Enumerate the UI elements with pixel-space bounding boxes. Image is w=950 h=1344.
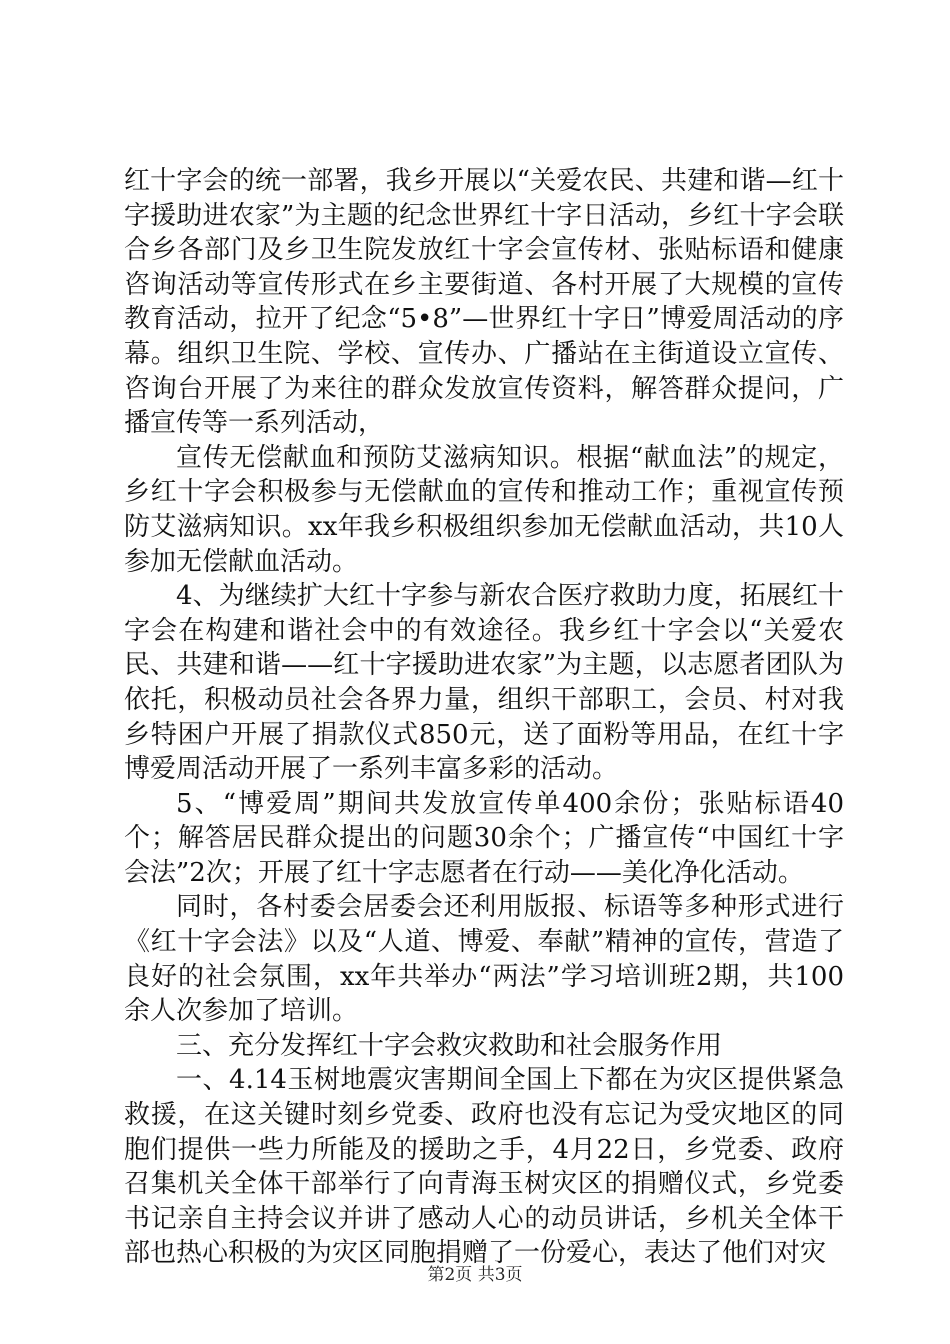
section-heading-three: 三、充分发挥红十字会救灾救助和社会服务作用 [176,1030,723,1061]
page-number-footer: 第2页 共3页 [427,1265,523,1285]
paragraph-activities-intro: 红十字会的统一部署，我乡开展以“关爱农民、共建和谐—红十字援助进农家”为主题的纪念世界红十字日活动，乡红十字会联合乡各部门及乡卫生院发放红十字会宣传材、张贴标语和健康咨询活动等宣传形式在乡主要街道、各村开展了大规模的宣传教育活动，拉开了纪念“5•8”—世界红十字日”博爱周活动的序幕。组织卫生院、学校、宣传办、广播站在主街道设立宣传、咨询台开展了为来往的群众发放宣传资料，解答群众提问，广播宣传等一系列活动， [124,166,844,439]
document-body [124,164,844,1271]
paragraph-village-publicity: 同时，各村委会居委会还利用版报、标语等多种形式进行《红十字会法》以及“人道、博爱、奉献”精神的宣传，营造了良好的社会氛围，xx年共举办“两法”学习培训班2期，共100余人次参加了培训。 [124,892,844,1027]
paragraph-blood-donation: 宣传无偿献血和预防艾滋病知识。根据“献血法”的规定，乡红十字会积极参与无偿献血的宣传和推动工作；重视宣传预防艾滋病知识。xx年我乡积极组织参加无偿献血活动，共10人参加无偿献血活动。 [124,442,844,577]
paragraph-item-4: 4、为继续扩大红十字参与新农合医疗救助力度，拓展红十字会在构建和谐社会中的有效途径。我乡红十字会以“关爱农民、共建和谐——红十字援助进农家”为主题，以志愿者团队为依托，积极动员社会各界力量，组织干部职工，会员、村对我乡特困户开展了捐款仪式850元，送了面粉等用品，在红十字博爱周活动开展了一系列丰富多彩的活动。 [124,581,844,785]
paragraph-yushu-earthquake: 一、4.14玉树地震灾害期间全国上下都在为灾区提供紧急救援，在这关键时刻乡党委、政府也没有忘记为受灾地区的同胞们提供一些力所能及的援助之手，4月22日，乡党委、政府召集机关全体干部举行了向青海玉树灾区的捐赠仪式，乡党委书记亲自主持会议并讲了感动人心的动员讲话，乡机关全体干部也热心积极的为灾区同胞捐赠了一份爱心，表达了他们对灾 [124,1065,844,1269]
paragraph-item-5: 5、“博爱周”期间共发放宣传单400余份；张贴标语40个；解答居民群众提出的问题30余个；广播宣传“中国红十字会法”2次；开展了红十字志愿者在行动——美化净化活动。 [124,788,844,888]
